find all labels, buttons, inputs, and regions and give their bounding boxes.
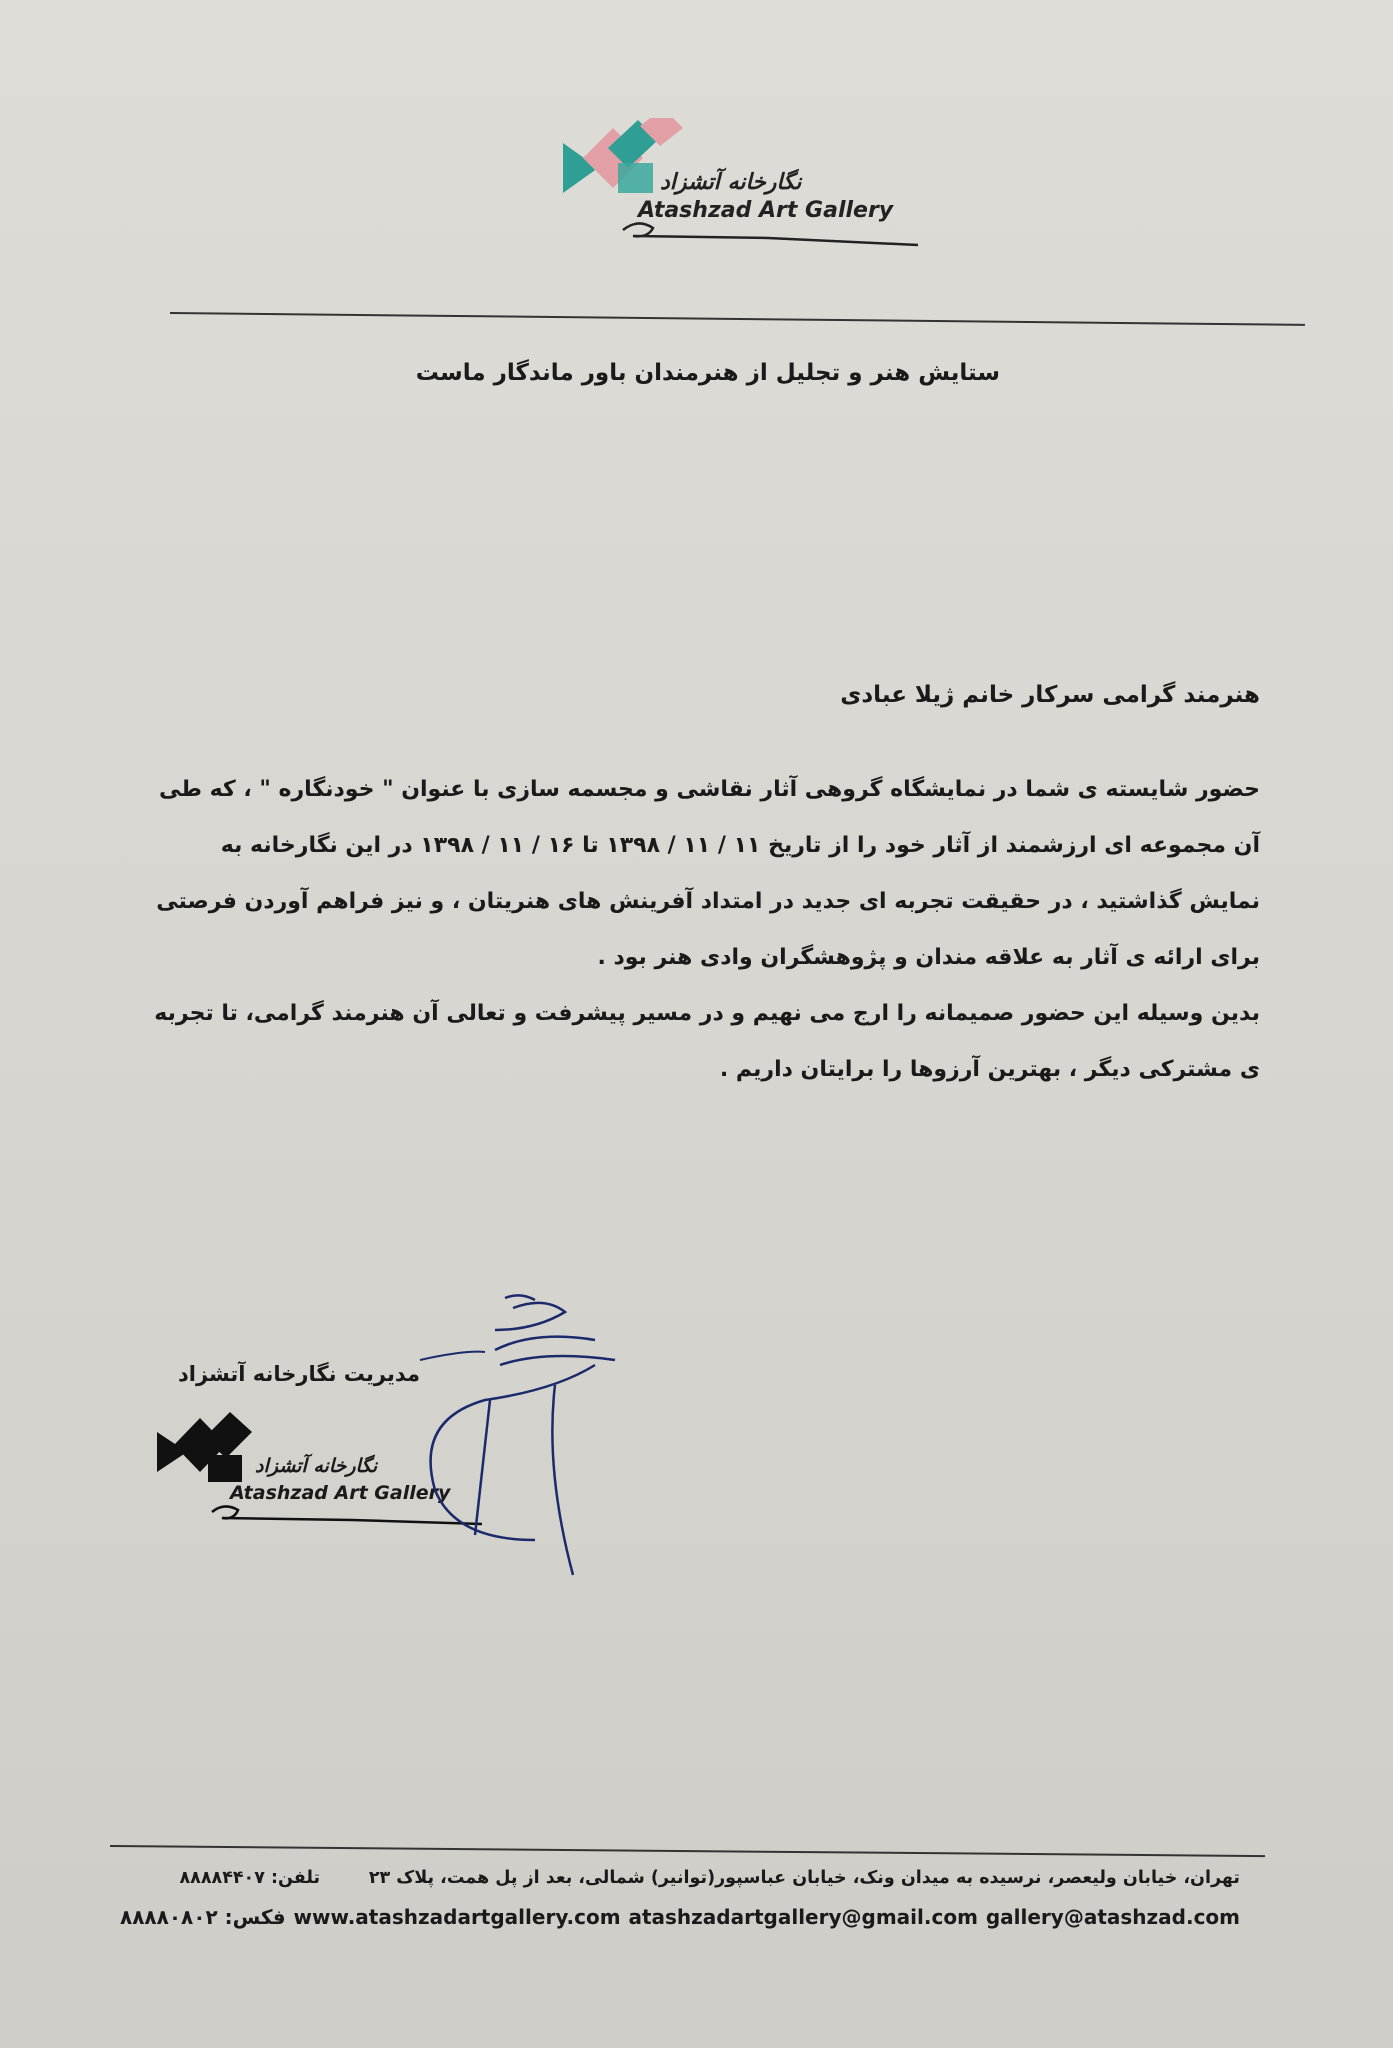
management-title: مدیریت نگارخانه آتشزاد bbox=[177, 1362, 420, 1386]
signature-icon bbox=[395, 1290, 675, 1590]
header-divider bbox=[170, 312, 1305, 326]
footer-contacts-row bbox=[120, 1905, 1240, 1929]
letter-body bbox=[150, 762, 1260, 1098]
logo-text-fa-top: نگارخانه آتشزاد bbox=[660, 170, 802, 195]
salutation: هنرمند گرامی سرکار خانم ژیلا عبادی bbox=[840, 682, 1260, 708]
website-link[interactable]: www.atashzadartgallery.com bbox=[293, 1905, 621, 1929]
address: تهران، خیابان ولیعصر، نرسیده به میدان ونک، خیابان عباسپور(توانیر) شمالی، بعد از پل همت، پلاک ۲۳ bbox=[368, 1868, 1240, 1888]
footer-divider bbox=[110, 1845, 1265, 1857]
body-paragraph-2: بدین وسیله این حضور صمیمانه را ارج می نهیم و در مسیر پیشرفت و تعالی آن هنرمند گرامی، تا تجربه ی مشترکی دیگر ، بهترین آرزوها را برایتان داریم . bbox=[154, 1001, 1260, 1082]
body-paragraph-1: حضور شایسته ی شما در نمایشگاه گروهی آثار نقاشی و مجسمه سازی با عنوان " خودنگاره " ، که طی آن مجموعه ای ارزشمند از آثار خود را از تاریخ ۱۱ / ۱۱ / ۱۳۹۸ تا ۱۶ / ۱۱ / ۱۳۹۸ در این نگارخانه به نمایش گذاشتید ، در حقیقت تجربه ای جدید در امتداد آفرینش های هنریتان ، و نیز فراهم آوردن فرصتی برای ارائه ی آثار به علاقه مندان و پژوهشگران وادی هنر بود . bbox=[156, 777, 1260, 970]
email-gmail-link[interactable]: atashzadartgallery@gmail.com bbox=[628, 1905, 978, 1929]
phone: تلفن: ۸۸۸۸۴۴۰۷ bbox=[179, 1868, 321, 1888]
logo-text-en-bottom: Atashzad Art Gallery bbox=[230, 1482, 451, 1504]
logo-text-fa-bottom: نگارخانه آتشزاد bbox=[255, 1455, 378, 1477]
email-domain-link[interactable]: gallery@atashzad.com bbox=[985, 1905, 1240, 1929]
fax: فکس: ۸۸۸۸۰۸۰۲ bbox=[120, 1905, 286, 1929]
handwritten-signature bbox=[395, 1290, 675, 1590]
motto: ستایش هنر و تجلیل از هنرمندان باور ماندگار ماست bbox=[415, 360, 1000, 386]
logo-text-en-top: Atashzad Art Gallery bbox=[638, 198, 894, 223]
footer-address-row bbox=[120, 1868, 1240, 1888]
